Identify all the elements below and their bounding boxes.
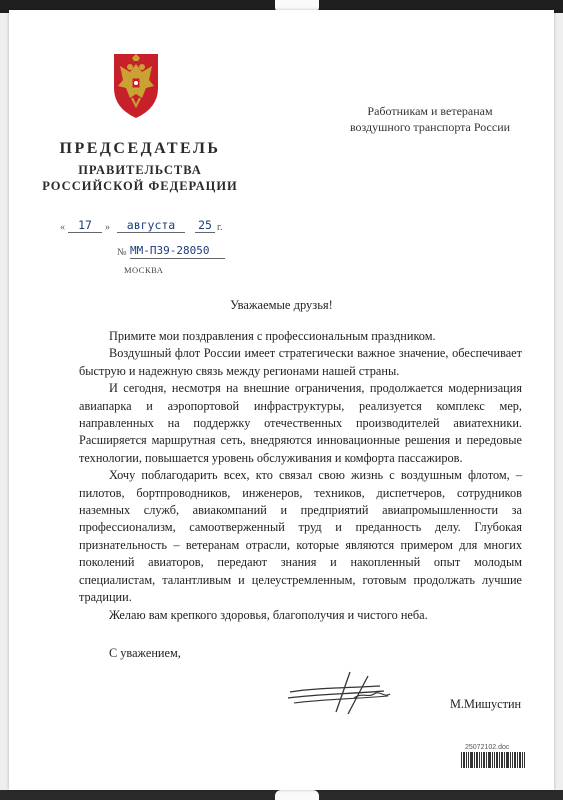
document-reference: 25072102.doc [465,744,510,751]
addressee-line-1: Работникам и ветеранам [367,104,493,118]
date-year-suffix: г. [217,222,223,233]
russian-coat-of-arms-icon [106,50,166,120]
paragraph: Воздушный флот России имеет стратегически важное значение, обеспечивает быструю и надежную связь между регионами нашей страны. [79,346,522,378]
registration-label: № [117,247,127,258]
date-day: 17 [68,218,102,233]
date-close-quote: » [105,222,110,233]
date-month: августа [117,218,185,233]
registration-value: ММ-П39-28050 [130,244,225,259]
letterhead-subtitle-2: РОССИЙСКОЙ ФЕДЕРАЦИИ [42,179,238,193]
scan-bottom-edge [0,790,563,800]
date-year: 25 [195,218,215,233]
paragraph: Примите мои поздравления с профессиональным праздником. [109,329,436,343]
paragraph: Хочу поблагодарить всех, кто связал свою жизнь с воздушным флотом, – пилотов, бортпроводников, инженеров, техников, диспетчеров, сотрудников наземных служб, авиакомпаний и предприятий авиапромышленности за профессионализм, самоотверженный труд и преданность делу. Глубокая признательность – ветеранам отрасли, которые являются примером для многих поколений авиаторов, передают знания и накопленный опыт молодым специалистам, талантливым и целеустремленным, готовым продолжать лучшие традиции. [79,468,522,605]
handwritten-signature [284,668,394,716]
date-open-quote: « [60,222,65,233]
paragraph: Желаю вам крепкого здоровья, благополучия и чистого неба. [109,607,428,622]
paragraph: И сегодня, несмотря на внешние ограничения, продолжается модернизация авиапарка и аэропортовой инфраструктуры, реализуется комплекс мер, направленных на поддержку отечественных производителей авиатехники. Расширяется маршрутная сеть, внедряются инновационные решения и передовые технологии, повышается уровень обслуживания и комфорта пассажиров. [79,381,522,465]
barcode-icon [461,752,525,768]
closing-phrase: С уважением, [109,646,181,660]
registration-number [117,244,237,260]
signer-name: М.Мишустин [450,697,522,711]
letterhead-subtitle-1: ПРАВИТЕЛЬСТВА [78,163,202,177]
greeting: Уважаемые друзья! [230,298,333,312]
addressee-line-2: воздушного транспорта России [349,120,511,134]
letterhead-title: ПРЕДСЕДАТЕЛЬ [59,140,221,157]
letter-body [79,328,522,624]
city-label: МОСКВА [124,265,164,275]
date-field [60,218,260,234]
